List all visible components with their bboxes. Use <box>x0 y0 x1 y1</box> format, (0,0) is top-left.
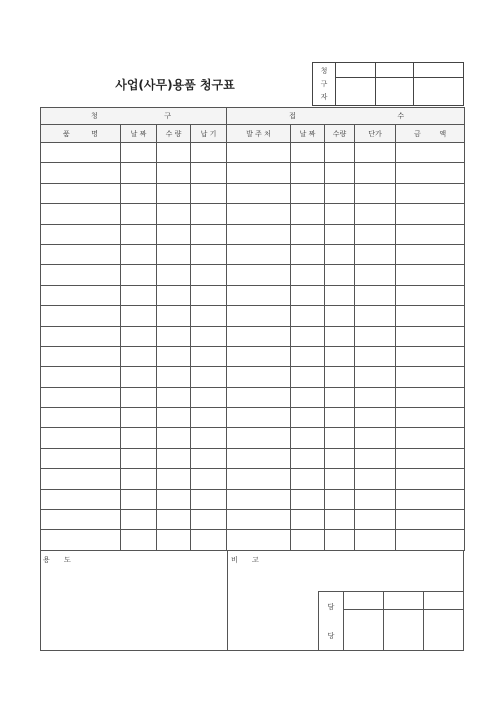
table-cell <box>41 306 121 326</box>
table-cell <box>291 408 325 428</box>
table-cell <box>291 489 325 509</box>
table-cell <box>191 448 227 468</box>
receipt-group-header: 접 수 <box>227 108 465 125</box>
purpose-label: 용 도 <box>43 556 77 564</box>
remarks-label: 비 고 <box>231 556 265 564</box>
table-cell <box>227 285 291 305</box>
table-cell <box>41 285 121 305</box>
table-row <box>41 224 465 244</box>
table-cell <box>325 163 355 183</box>
table-cell <box>41 163 121 183</box>
table-row <box>41 143 465 163</box>
table-cell <box>291 244 325 264</box>
table-row <box>41 428 465 448</box>
table-cell <box>355 428 396 448</box>
table-cell <box>41 244 121 264</box>
table-cell <box>291 265 325 285</box>
table-cell <box>41 265 121 285</box>
table-row <box>41 204 465 224</box>
table-cell <box>191 326 227 346</box>
col-receipt-date: 날 짜 <box>291 125 325 143</box>
table-cell <box>191 387 227 407</box>
table-cell <box>291 285 325 305</box>
table-cell <box>355 326 396 346</box>
table-cell <box>227 428 291 448</box>
table-cell <box>355 224 396 244</box>
requester-box <box>312 62 464 106</box>
request-table <box>40 107 465 551</box>
table-cell <box>325 408 355 428</box>
table-cell <box>121 408 157 428</box>
table-cell <box>121 244 157 264</box>
table-cell <box>191 428 227 448</box>
table-cell <box>325 265 355 285</box>
table-cell <box>325 510 355 530</box>
table-cell <box>41 530 121 550</box>
table-cell <box>396 489 465 509</box>
table-cell <box>121 367 157 387</box>
table-cell <box>325 387 355 407</box>
table-cell <box>355 530 396 550</box>
table-row <box>41 326 465 346</box>
table-row <box>41 530 465 550</box>
table-cell <box>227 183 291 203</box>
table-cell <box>291 204 325 224</box>
table-row <box>41 510 465 530</box>
table-cell <box>355 510 396 530</box>
table-cell <box>121 143 157 163</box>
requester-label: 청 구 자 <box>313 63 336 105</box>
table-cell <box>157 530 191 550</box>
table-cell <box>227 265 291 285</box>
table-cell <box>396 408 465 428</box>
table-cell <box>291 163 325 183</box>
table-cell <box>396 163 465 183</box>
table-cell <box>121 448 157 468</box>
table-cell <box>355 469 396 489</box>
table-cell <box>227 408 291 428</box>
table-cell <box>121 530 157 550</box>
table-cell <box>191 244 227 264</box>
table-cell <box>157 367 191 387</box>
table-cell <box>157 306 191 326</box>
table-cell <box>157 224 191 244</box>
table-row <box>41 306 465 326</box>
table-cell <box>355 489 396 509</box>
table-cell <box>157 489 191 509</box>
table-cell <box>191 224 227 244</box>
table-cell <box>325 306 355 326</box>
table-cell <box>157 244 191 264</box>
table-cell <box>396 265 465 285</box>
table-row <box>41 448 465 468</box>
table-cell <box>41 367 121 387</box>
table-cell <box>291 448 325 468</box>
table-cell <box>325 326 355 346</box>
table-cell <box>41 326 121 346</box>
table-cell <box>191 204 227 224</box>
table-cell <box>291 224 325 244</box>
table-row <box>41 367 465 387</box>
table-cell <box>355 143 396 163</box>
table-cell <box>191 408 227 428</box>
table-cell <box>157 285 191 305</box>
table-cell <box>41 224 121 244</box>
table-cell <box>41 204 121 224</box>
table-cell <box>396 428 465 448</box>
table-cell <box>396 285 465 305</box>
table-cell <box>191 163 227 183</box>
table-cell <box>396 204 465 224</box>
table-cell <box>355 367 396 387</box>
table-cell <box>291 183 325 203</box>
table-cell <box>325 143 355 163</box>
table-cell <box>227 489 291 509</box>
table-cell <box>191 346 227 366</box>
table-row <box>41 285 465 305</box>
table-cell <box>41 469 121 489</box>
table-cell <box>355 265 396 285</box>
table-cell <box>227 326 291 346</box>
table-cell <box>121 183 157 203</box>
table-cell <box>191 530 227 550</box>
table-cell <box>396 530 465 550</box>
table-cell <box>396 224 465 244</box>
table-cell <box>291 387 325 407</box>
table-row <box>41 244 465 264</box>
col-unit-price: 단가 <box>355 125 396 143</box>
table-cell <box>355 346 396 366</box>
table-cell <box>121 428 157 448</box>
table-cell <box>157 204 191 224</box>
table-cell <box>157 510 191 530</box>
table-cell <box>355 387 396 407</box>
table-cell <box>291 306 325 326</box>
table-cell <box>227 306 291 326</box>
table-cell <box>191 306 227 326</box>
table-cell <box>191 285 227 305</box>
table-cell <box>157 469 191 489</box>
table-cell <box>121 346 157 366</box>
table-cell <box>396 510 465 530</box>
table-cell <box>121 285 157 305</box>
table-cell <box>355 408 396 428</box>
table-cell <box>291 326 325 346</box>
table-cell <box>157 408 191 428</box>
table-row <box>41 346 465 366</box>
table-cell <box>121 469 157 489</box>
table-row <box>41 387 465 407</box>
table-cell <box>227 387 291 407</box>
table-cell <box>325 367 355 387</box>
table-cell <box>227 367 291 387</box>
table-cell <box>191 489 227 509</box>
table-cell <box>325 428 355 448</box>
table-cell <box>191 265 227 285</box>
table-cell <box>227 510 291 530</box>
table-cell <box>41 346 121 366</box>
table-cell <box>41 428 121 448</box>
table-cell <box>121 326 157 346</box>
table-cell <box>227 346 291 366</box>
table-cell <box>227 448 291 468</box>
table-cell <box>41 408 121 428</box>
table-cell <box>396 448 465 468</box>
col-request-qty: 수 량 <box>157 125 191 143</box>
table-cell <box>291 346 325 366</box>
table-cell <box>191 510 227 530</box>
table-cell <box>157 183 191 203</box>
table-cell <box>157 143 191 163</box>
table-cell <box>396 346 465 366</box>
table-cell <box>227 469 291 489</box>
table-cell <box>41 510 121 530</box>
table-cell <box>396 367 465 387</box>
col-request-date: 날 짜 <box>121 125 157 143</box>
table-cell <box>355 285 396 305</box>
table-cell <box>121 387 157 407</box>
table-cell <box>396 244 465 264</box>
table-cell <box>355 448 396 468</box>
table-row <box>41 265 465 285</box>
table-cell <box>191 143 227 163</box>
table-cell <box>121 510 157 530</box>
table-cell <box>227 530 291 550</box>
table-cell <box>121 306 157 326</box>
table-cell <box>121 224 157 244</box>
col-receipt-qty: 수량 <box>325 125 355 143</box>
table-cell <box>355 183 396 203</box>
table-cell <box>191 469 227 489</box>
table-cell <box>121 204 157 224</box>
table-cell <box>41 183 121 203</box>
table-row <box>41 183 465 203</box>
table-row <box>41 469 465 489</box>
table-cell <box>396 326 465 346</box>
table-cell <box>227 163 291 183</box>
table-cell <box>291 428 325 448</box>
table-row <box>41 489 465 509</box>
table-cell <box>121 265 157 285</box>
bottom-section <box>40 551 464 651</box>
table-cell <box>355 306 396 326</box>
table-cell <box>325 204 355 224</box>
table-cell <box>291 367 325 387</box>
table-cell <box>191 183 227 203</box>
request-group-header: 청 구 <box>41 108 227 125</box>
table-cell <box>157 387 191 407</box>
table-cell <box>325 469 355 489</box>
table-cell <box>121 163 157 183</box>
table-cell <box>396 306 465 326</box>
table-cell <box>325 530 355 550</box>
table-cell <box>325 285 355 305</box>
col-amount: 금 액 <box>396 125 465 143</box>
table-cell <box>325 224 355 244</box>
table-cell <box>325 346 355 366</box>
table-cell <box>291 469 325 489</box>
table-cell <box>396 143 465 163</box>
table-cell <box>157 448 191 468</box>
staff-label: 담 당 <box>319 592 344 650</box>
table-cell <box>157 265 191 285</box>
table-cell <box>121 489 157 509</box>
table-cell <box>325 244 355 264</box>
table-cell <box>396 387 465 407</box>
table-cell <box>291 530 325 550</box>
table-cell <box>355 163 396 183</box>
col-supplier: 발 주 처 <box>227 125 291 143</box>
table-row <box>41 408 465 428</box>
table-cell <box>157 326 191 346</box>
table-cell <box>325 489 355 509</box>
table-cell <box>227 204 291 224</box>
table-cell <box>41 489 121 509</box>
table-cell <box>157 428 191 448</box>
table-cell <box>157 163 191 183</box>
col-delivery: 납 기 <box>191 125 227 143</box>
table-cell <box>41 387 121 407</box>
table-cell <box>396 469 465 489</box>
col-item-name: 품 명 <box>41 125 121 143</box>
table-cell <box>355 204 396 224</box>
table-cell <box>291 143 325 163</box>
table-row <box>41 163 465 183</box>
table-cell <box>355 244 396 264</box>
table-cell <box>191 367 227 387</box>
table-cell <box>157 346 191 366</box>
table-cell <box>41 448 121 468</box>
table-cell <box>227 244 291 264</box>
form-title: 사업(사무)용품 청구표 <box>115 77 235 92</box>
table-cell <box>41 143 121 163</box>
table-cell <box>325 448 355 468</box>
table-cell <box>396 183 465 203</box>
table-cell <box>325 183 355 203</box>
table-cell <box>227 143 291 163</box>
approval-box <box>318 591 464 650</box>
table-cell <box>227 224 291 244</box>
table-cell <box>291 510 325 530</box>
